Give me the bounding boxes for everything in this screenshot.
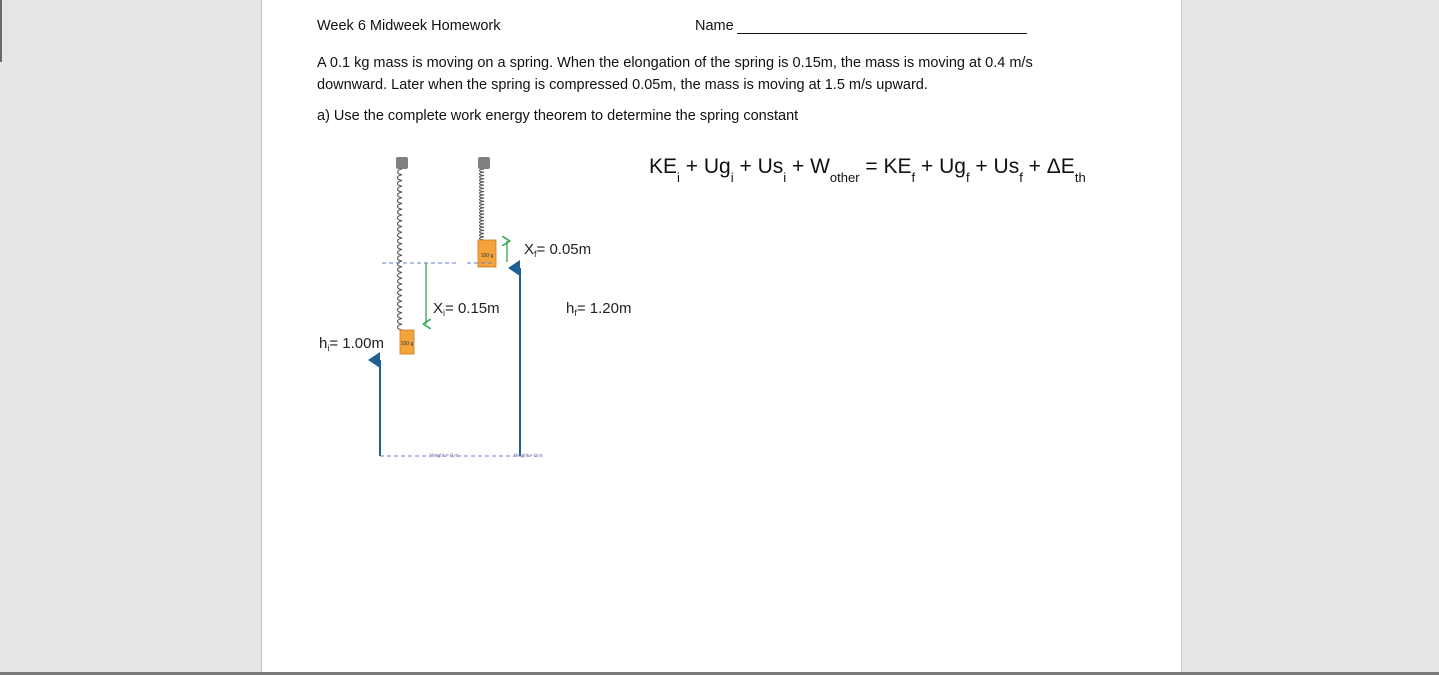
ceiling-mount-right [478, 157, 490, 169]
ceiling-mount-left [396, 157, 408, 169]
hi-label: $h_i= 1.00m$ [319, 335, 384, 353]
problem-statement [317, 52, 1033, 96]
spring-right [480, 169, 485, 240]
problem-line-2: downward. Later when the spring is compressed 0.05m, the mass is moving at 1.5 m/s upward. [317, 77, 928, 93]
ground-label-2: Height = 0 m [514, 453, 543, 459]
spring-diagram [302, 140, 662, 470]
spring-left [398, 169, 403, 330]
ground-label-1: Height = 0 m [430, 453, 459, 459]
homework-title: Week 6 Midweek Homework [317, 18, 501, 34]
window-edge [0, 0, 2, 62]
mass-label-right: 100 g [480, 253, 494, 259]
problem-line-1: A 0.1 kg mass is moving on a spring. When the elongation of the spring is 0.15m, the mass is moving at 0.4 m/s [317, 55, 1033, 71]
name-blank-line [737, 33, 1027, 34]
part-a-question: a) Use the complete work energy theorem to determine the spring constant [317, 108, 799, 124]
xi-label: $X_i= 0.15m$ [433, 300, 500, 318]
name-label: Name [695, 18, 734, 34]
hf-label: $h_f= 1.20m$ [566, 300, 632, 318]
document-page [261, 0, 1182, 675]
xf-label: $X_f= 0.05m$ [524, 241, 592, 259]
work-energy-equation: $KE_i + Ug_i + Us_i + W_{other} = KE_f + Ug_f + Us_f + \Delta E_{th}$ [649, 155, 1086, 185]
mass-label-left: 100 g [400, 341, 414, 347]
